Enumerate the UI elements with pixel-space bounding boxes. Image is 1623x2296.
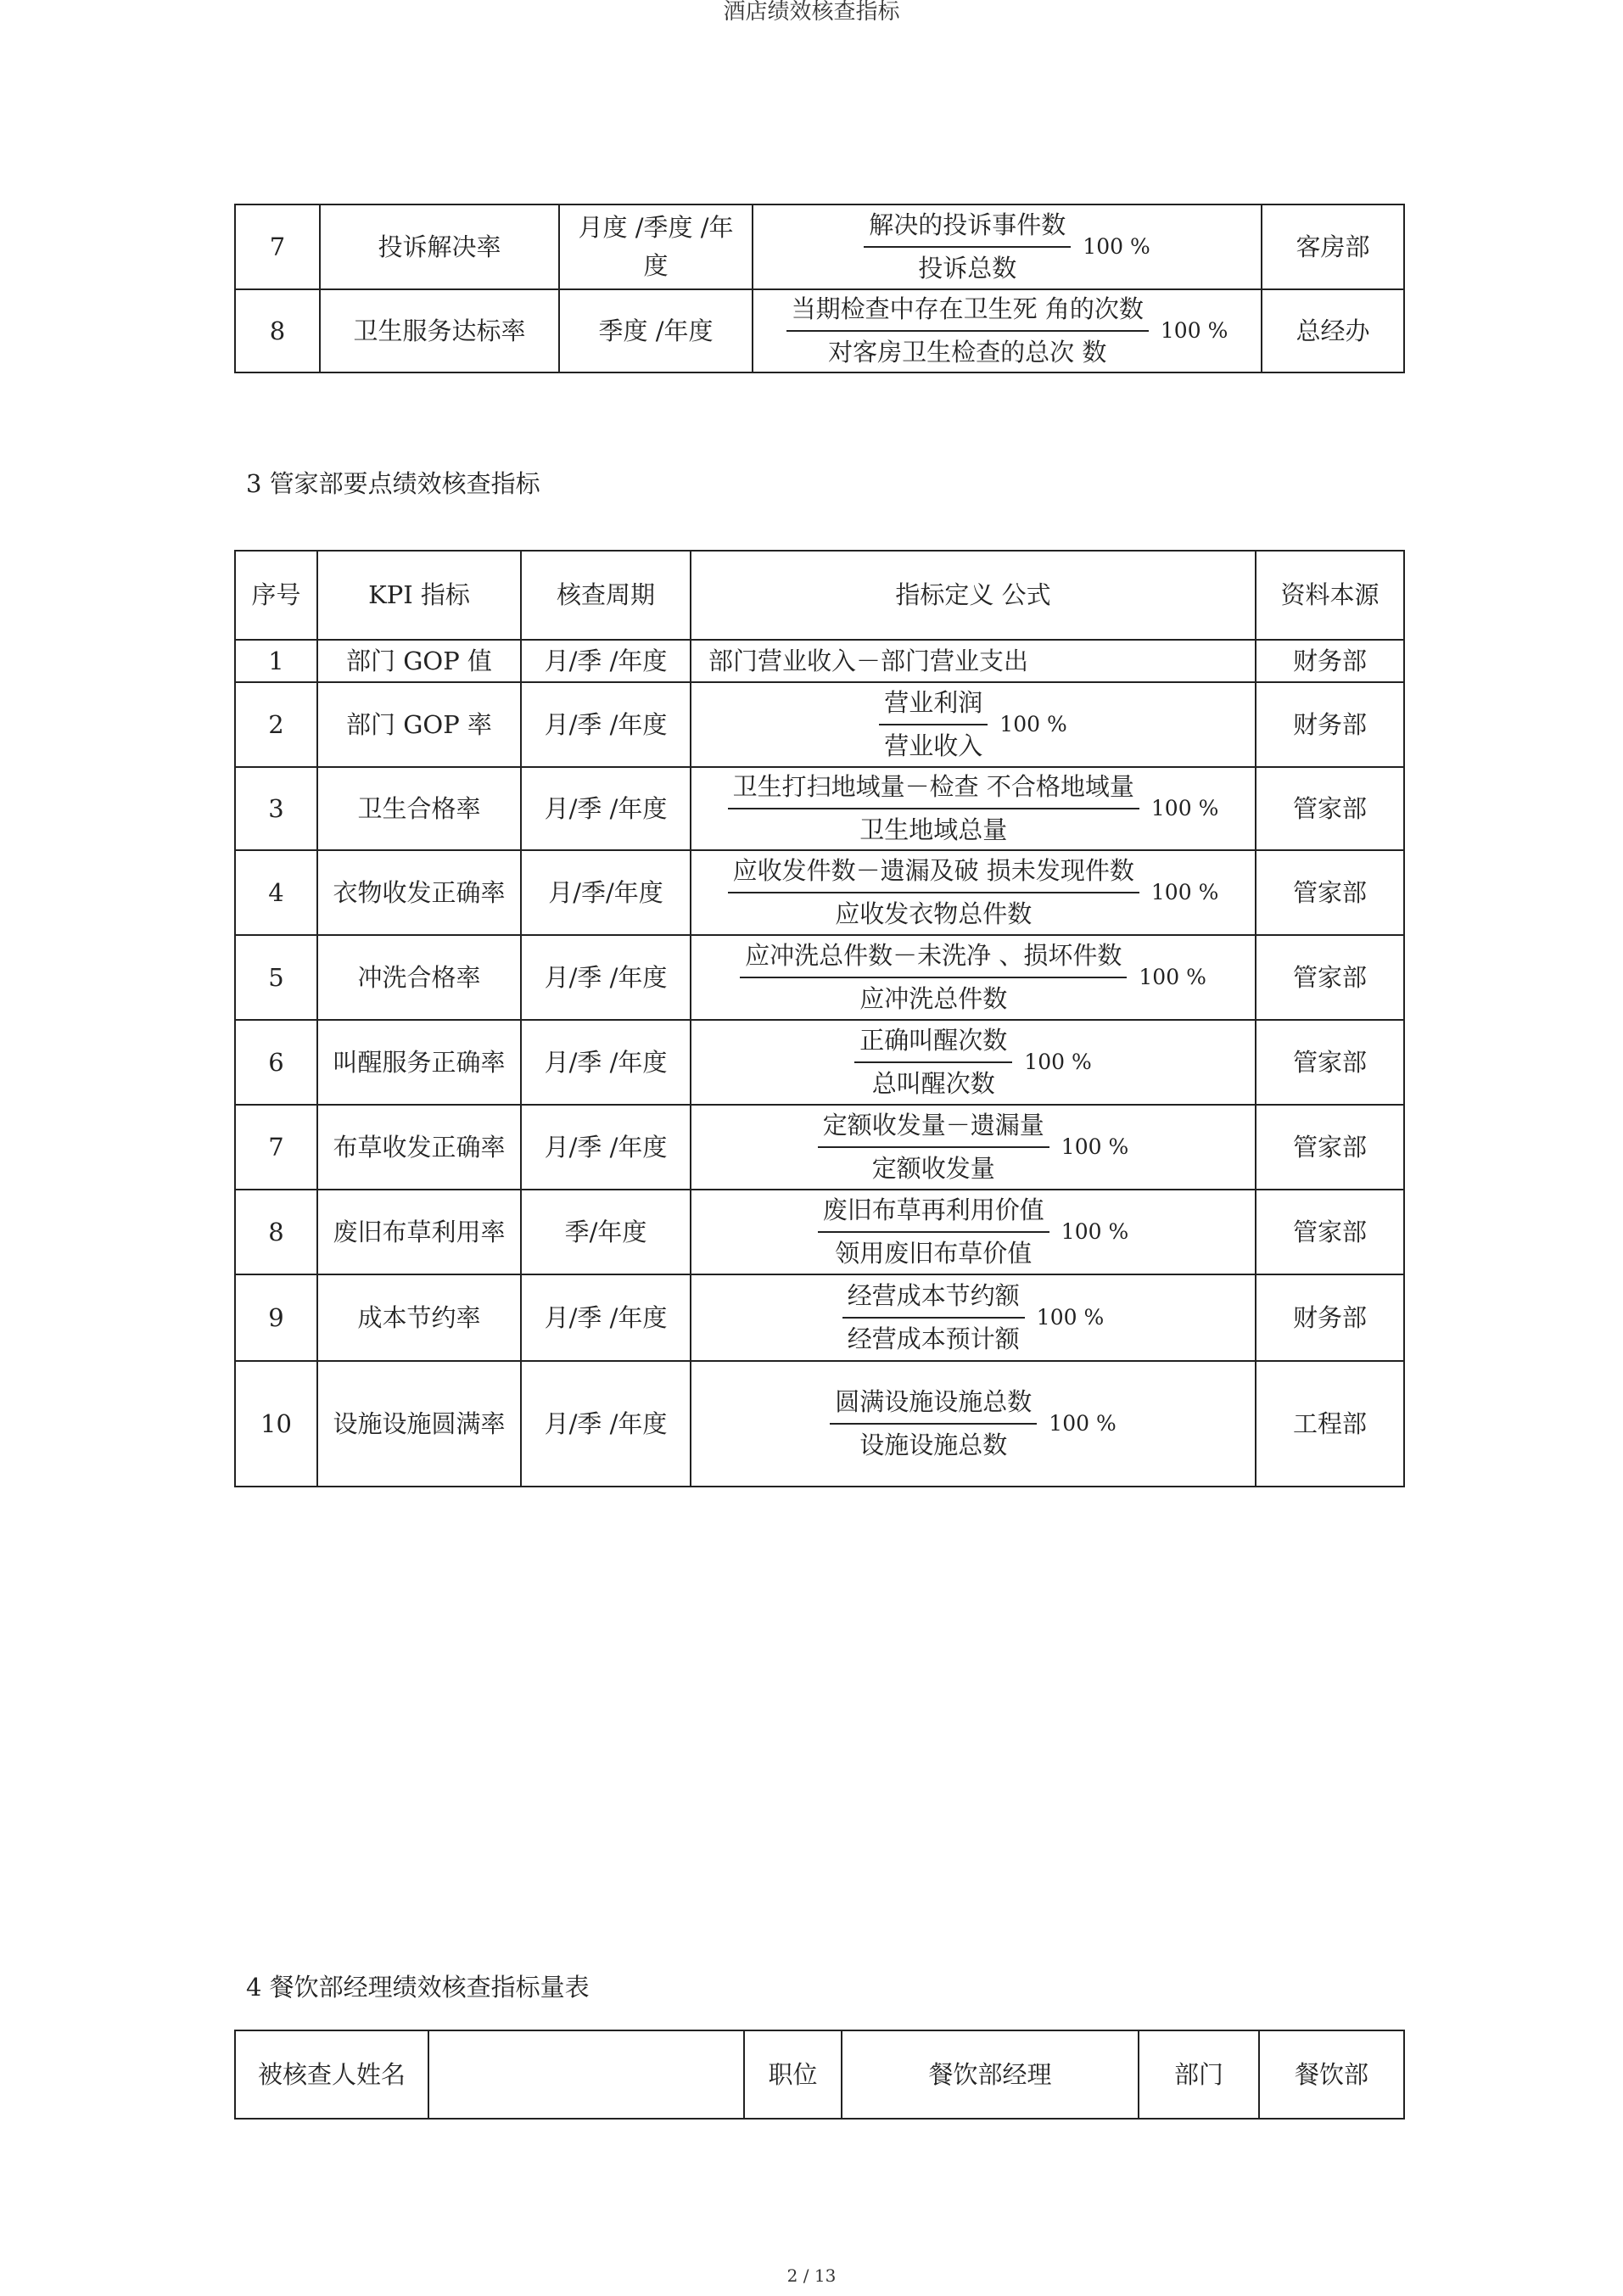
multiplier: 100 %	[1061, 1134, 1129, 1159]
fraction	[728, 768, 1139, 849]
page-title: 酒店绩效核查指标	[723, 0, 900, 25]
formula-cell	[753, 289, 1262, 372]
fraction	[740, 937, 1127, 1018]
fraction	[786, 290, 1149, 372]
table-row	[235, 1105, 1404, 1190]
row-kpi: 投诉解决率	[320, 204, 559, 289]
formula	[740, 937, 1206, 1018]
fraction	[728, 852, 1139, 933]
row-source: 管家部	[1256, 935, 1404, 1020]
denominator: 对客房卫生检查的总次 数	[828, 338, 1107, 367]
multiplier: 100 %	[999, 711, 1067, 736]
fraction	[818, 1191, 1049, 1273]
header-source: 资料本源	[1256, 551, 1404, 640]
row-period: 月/季 /年度	[521, 682, 691, 767]
multiplier: 100 %	[1083, 233, 1150, 259]
row-kpi: 布草收发正确率	[317, 1105, 521, 1190]
denominator: 经营成本预计额	[847, 1324, 1020, 1353]
row-period: 季/年度	[521, 1190, 691, 1274]
denominator: 卫生地域总量	[859, 815, 1008, 844]
table-row	[235, 204, 1404, 289]
multiplier: 100 %	[1036, 1304, 1105, 1330]
numerator: 应收发件数－遗漏及破 损未发现件数	[728, 852, 1139, 893]
row-period: 月/季 /年度	[521, 1105, 691, 1190]
formula-cell	[691, 1020, 1256, 1105]
header-period: 核查周期	[521, 551, 691, 640]
formula-cell	[691, 1105, 1256, 1190]
row-no: 5	[235, 935, 317, 1020]
formula-cell	[691, 682, 1256, 767]
row-no: 6	[235, 1020, 317, 1105]
row-source: 财务部	[1256, 640, 1404, 682]
fraction	[842, 1277, 1025, 1358]
row-period: 月/季 /年度	[521, 1020, 691, 1105]
row-kpi: 设施设施圆满率	[317, 1361, 521, 1487]
row-period: 月/季/年度	[521, 850, 691, 935]
numerator: 卫生打扫地域量－检查 不合格地域量	[728, 768, 1139, 809]
row-no: 8	[235, 289, 320, 372]
row-source: 财务部	[1256, 1274, 1404, 1361]
denominator: 领用废旧布草价值	[835, 1239, 1033, 1268]
table-row	[235, 1020, 1404, 1105]
row-kpi: 叫醒服务正确率	[317, 1020, 521, 1105]
position-label: 职位	[744, 2030, 842, 2119]
formula-cell	[691, 1361, 1256, 1487]
housekeeping-kpi-table	[234, 550, 1405, 1487]
denominator: 营业收入	[884, 731, 983, 760]
fnb-manager-info-table	[234, 2030, 1405, 2120]
formula	[786, 290, 1228, 372]
multiplier: 100 %	[1061, 1218, 1129, 1244]
name-value	[428, 2030, 744, 2119]
guest-room-kpi-table	[234, 204, 1405, 373]
numerator: 应冲洗总件数－未洗净 、损坏件数	[740, 937, 1127, 978]
formula	[728, 768, 1219, 849]
row-no: 2	[235, 682, 317, 767]
formula-cell	[753, 204, 1262, 289]
page-footer: 2 / 13	[786, 2265, 837, 2286]
denominator: 投诉总数	[918, 254, 1017, 283]
section-4-heading: 4 餐饮部经理绩效核查指标量表	[246, 1973, 590, 2002]
row-source: 管家部	[1256, 850, 1404, 935]
row-definition: 部门营业收入－部门营业支出	[691, 640, 1256, 682]
row-source: 客房部	[1262, 204, 1404, 289]
header-no: 序号	[235, 551, 317, 640]
row-no: 9	[235, 1274, 317, 1361]
table-row	[235, 850, 1404, 935]
row-period: 月/季 /年度	[521, 767, 691, 850]
info-row	[235, 2030, 1404, 2119]
row-kpi: 卫生合格率	[317, 767, 521, 850]
row-no: 3	[235, 767, 317, 850]
row-kpi: 废旧布草利用率	[317, 1190, 521, 1274]
numerator: 解决的投诉事件数	[864, 206, 1071, 248]
row-kpi: 衣物收发正确率	[317, 850, 521, 935]
formula	[818, 1191, 1128, 1273]
row-period: 月/季 /年度	[521, 935, 691, 1020]
fraction	[854, 1022, 1012, 1103]
denominator: 应冲洗总件数	[859, 984, 1008, 1013]
formula	[842, 1277, 1104, 1358]
numerator: 经营成本节约额	[842, 1277, 1025, 1319]
section-3-heading: 3 管家部要点绩效核查指标	[246, 469, 540, 498]
table-row	[235, 640, 1404, 682]
table-row	[235, 935, 1404, 1020]
multiplier: 100 %	[1150, 879, 1219, 904]
numerator: 圆满设施设施总数	[830, 1383, 1037, 1425]
row-source: 工程部	[1256, 1361, 1404, 1487]
denominator: 设施设施总数	[859, 1431, 1008, 1459]
row-kpi: 部门 GOP 值	[317, 640, 521, 682]
formula-cell	[691, 935, 1256, 1020]
fraction	[879, 684, 988, 765]
denominator: 定额收发量	[871, 1154, 995, 1183]
row-kpi: 卫生服务达标率	[320, 289, 559, 372]
numerator: 废旧布草再利用价值	[818, 1191, 1049, 1233]
row-period: 月/季 /年度	[521, 1361, 691, 1487]
row-period: 月/季 /年度	[521, 640, 691, 682]
row-period: 月度 /季度 /年度	[559, 204, 753, 289]
fraction	[830, 1383, 1037, 1464]
formula-cell	[691, 767, 1256, 850]
formula	[728, 852, 1219, 933]
row-source: 管家部	[1256, 1190, 1404, 1274]
row-kpi: 冲洗合格率	[317, 935, 521, 1020]
numerator: 定额收发量－遗漏量	[818, 1106, 1049, 1148]
formula	[879, 684, 1066, 765]
row-source: 财务部	[1256, 682, 1404, 767]
table-row	[235, 767, 1404, 850]
row-source: 管家部	[1256, 1020, 1404, 1105]
row-period: 季度 /年度	[559, 289, 753, 372]
denominator: 应收发衣物总件数	[835, 899, 1033, 928]
denominator: 总叫醒次数	[871, 1069, 995, 1098]
numerator: 正确叫醒次数	[854, 1022, 1012, 1063]
table-row	[235, 1274, 1404, 1361]
row-source: 管家部	[1256, 767, 1404, 850]
formula-cell	[691, 1274, 1256, 1361]
formula-cell	[691, 1190, 1256, 1274]
table-row	[235, 1361, 1404, 1487]
numerator: 营业利润	[879, 684, 988, 725]
dept-label: 部门	[1139, 2030, 1259, 2119]
fraction	[864, 206, 1071, 288]
multiplier: 100 %	[1024, 1049, 1092, 1074]
table-row	[235, 682, 1404, 767]
multiplier: 100 %	[1160, 317, 1228, 343]
row-kpi: 成本节约率	[317, 1274, 521, 1361]
row-no: 10	[235, 1361, 317, 1487]
row-no: 7	[235, 204, 320, 289]
header-definition: 指标定义 公式	[691, 551, 1256, 640]
multiplier: 100 %	[1150, 795, 1219, 820]
row-kpi: 部门 GOP 率	[317, 682, 521, 767]
formula	[864, 206, 1150, 288]
row-source: 管家部	[1256, 1105, 1404, 1190]
row-period: 月/季 /年度	[521, 1274, 691, 1361]
row-no: 1	[235, 640, 317, 682]
row-no: 8	[235, 1190, 317, 1274]
header-kpi: KPI 指标	[317, 551, 521, 640]
row-no: 7	[235, 1105, 317, 1190]
multiplier: 100 %	[1049, 1410, 1117, 1436]
formula	[830, 1383, 1116, 1464]
name-label: 被核查人姓名	[235, 2030, 428, 2119]
numerator: 当期检查中存在卫生死 角的次数	[786, 290, 1149, 332]
formula	[854, 1022, 1091, 1103]
fraction	[818, 1106, 1049, 1188]
table-row	[235, 289, 1404, 372]
position-value: 餐饮部经理	[842, 2030, 1139, 2119]
formula	[818, 1106, 1128, 1188]
multiplier: 100 %	[1139, 964, 1206, 989]
dept-value: 餐饮部	[1259, 2030, 1404, 2119]
row-no: 4	[235, 850, 317, 935]
table-header-row	[235, 551, 1404, 640]
formula-cell	[691, 850, 1256, 935]
row-source: 总经办	[1262, 289, 1404, 372]
table-row	[235, 1190, 1404, 1274]
